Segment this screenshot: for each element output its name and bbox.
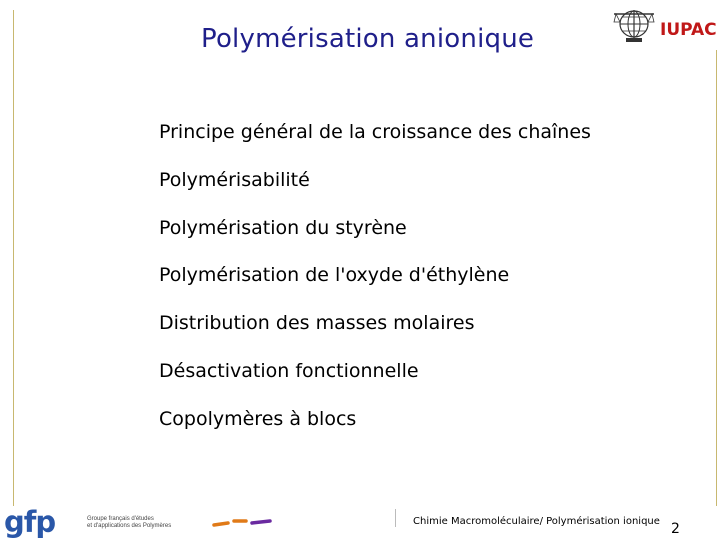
gfp-logo-text: gfp	[4, 505, 56, 539]
topic-item-oxyde-ethylene[interactable]: Polymérisation de l'oxyde d'éthylène	[159, 264, 510, 286]
slide-frame-right	[716, 50, 717, 506]
slide-title: Polymérisation anionique	[201, 24, 535, 54]
topic-item-desactivation[interactable]: Désactivation fonctionnelle	[159, 360, 419, 382]
topic-item-distribution[interactable]: Distribution des masses molaires	[159, 312, 475, 334]
footer-course-title: Chimie Macromoléculaire/ Polymérisation ionique	[413, 516, 660, 527]
slide-frame-left	[13, 10, 14, 506]
topic-item-styrene[interactable]: Polymérisation du styrène	[159, 217, 407, 239]
page-number: 2	[671, 521, 680, 537]
topic-item-copolymeres[interactable]: Copolymères à blocs	[159, 408, 357, 430]
gfp-subtitle-line-2: et d'applications des Polymères	[87, 523, 172, 529]
iupac-globe-icon	[612, 6, 656, 46]
iupac-badge: IUPAC	[660, 20, 717, 40]
gfp-subtitle-line-1: Groupe français d'études	[87, 516, 154, 522]
footer-divider	[395, 509, 396, 527]
decorative-dashes-icon	[212, 517, 272, 529]
gfp-logo-subtitle	[87, 516, 171, 530]
topic-item-principe[interactable]: Principe général de la croissance des chaînes	[159, 121, 591, 143]
topic-item-polymerisabilite[interactable]: Polymérisabilité	[159, 169, 310, 191]
